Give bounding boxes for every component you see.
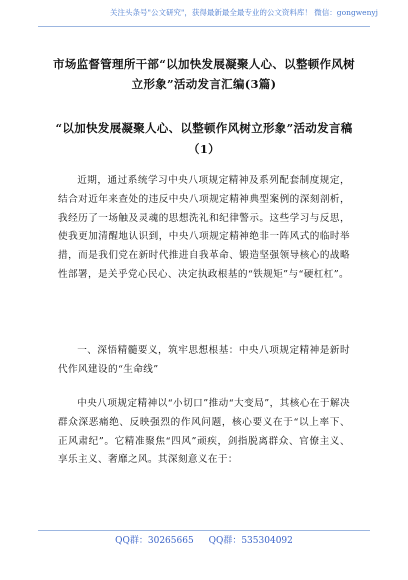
footer-contact <box>0 535 408 547</box>
footer-qq-group-1: QQ群：30265665 <box>115 536 194 546</box>
header-note: 关注头条号"公文研究"，获得最新最全最专业的公文资料库！ 微信：gongwenyj <box>110 8 378 17</box>
footer-qq-group-2: QQ群：535304092 <box>208 536 293 546</box>
document-title: 市场监督管理所干部“以加快发展凝聚人心、以整顿作风树立形象”活动发言汇编(3篇) <box>53 57 355 91</box>
section-title: “以加快发展凝聚人心、以整顿作风树立形象”活动发言稿（1） <box>55 121 353 156</box>
body-paragraph-1: 近期，通过系统学习中央八项规定精神及系列配套制度规定，结合对近年来查处的违反中央八项规定精神典型案例的深刻剖析，我经历了一场触及灵魂的思想洗礼和纪律警示。这些学习与反思，使我更加清醒地认识到，中央八项规定精神绝非一阵风式的临时举措，而是我们党在新时代推进自我革命、锻造坚强领导核心的战略性部署，是关乎党心民心、决定执政根基的“铁规矩”与“硬杠杠”。 <box>58 175 350 280</box>
header-divider <box>38 26 370 27</box>
body-paragraph-3: 中央八项规定精神以“小切口”推动“大变局”，其核心在于解决群众深恶痛绝、反映强烈的作风问题，核心要义在于“以上率下、正风肃纪”。它精准聚焦“四风”顽疾，剑指脱离群众、官僚主义、享乐主义、奢靡之风。其深刻意义在于： <box>58 398 350 466</box>
footer-divider <box>38 530 370 531</box>
body-paragraph-2: 一、深悟精髓要义，筑牢思想根基：中央八项规定精神是新时代作风建设的“生命线” <box>58 345 350 375</box>
